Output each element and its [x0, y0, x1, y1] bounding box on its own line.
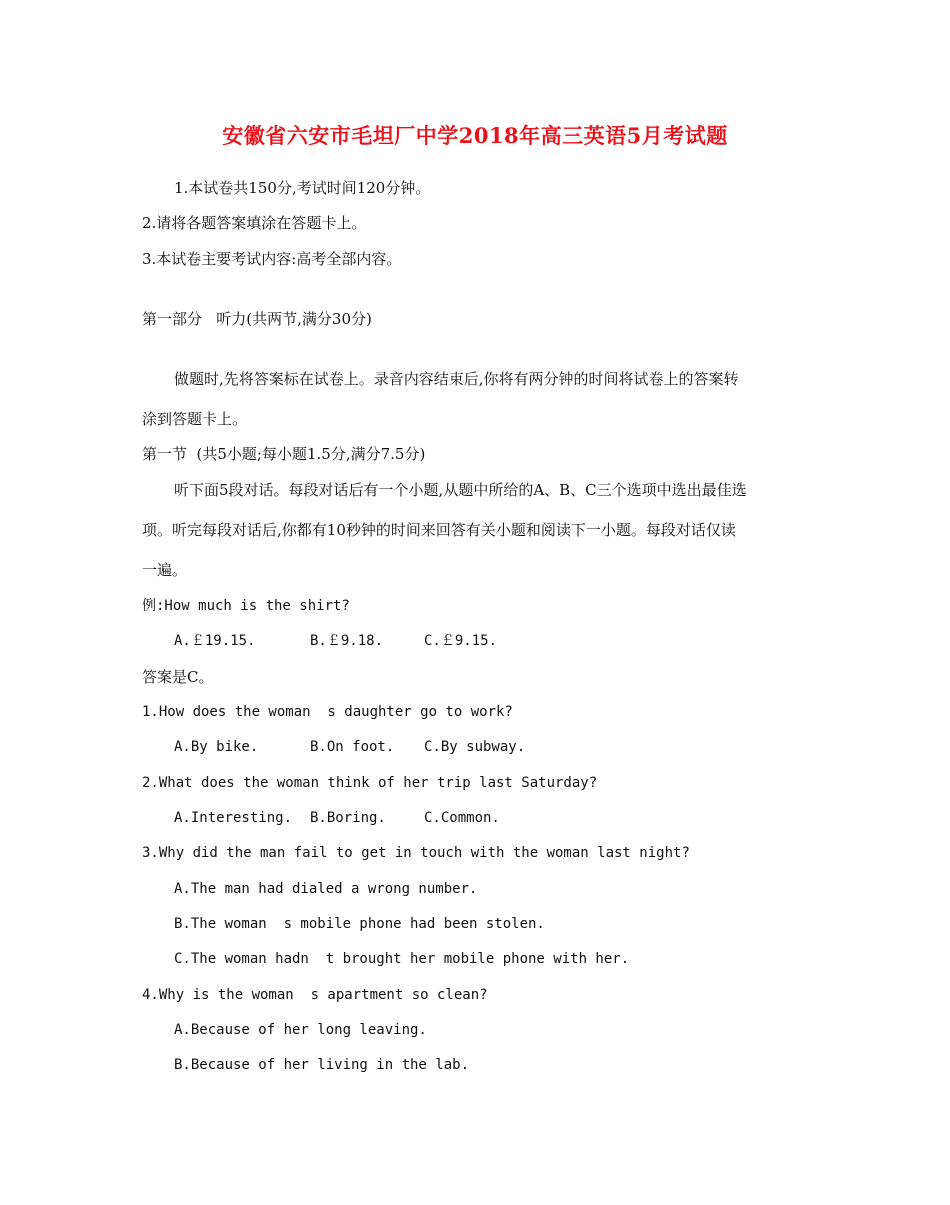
question-2-option-c: C.Common.	[424, 810, 500, 826]
question-3-option-c: C.The woman hadn t brought her mobile phone with her.	[174, 951, 630, 967]
question-4-option-a: A.Because of her long leaving.	[174, 1022, 427, 1038]
example-option-c: C.￡9.15.	[424, 633, 498, 649]
section-heading: 第一节 (共5小题;每小题1.5分,满分7.5分)	[142, 445, 426, 463]
note-1: 1.本试卷共150分,考试时间120分钟。	[174, 179, 431, 197]
question-4-option-b: B.Because of her living in the lab.	[174, 1057, 470, 1073]
question-1-option-b: B.On foot.	[310, 739, 395, 755]
question-2-stem: 2.What does the woman think of her trip last Saturday?	[142, 775, 598, 791]
section-instruction-line-3: 一遍。	[142, 561, 188, 579]
section-instruction-line-1: 听下面5段对话。每段对话后有一个小题,从题中所给的A、B、C三个选项中选出最佳选	[174, 481, 747, 499]
note-3: 3.本试卷主要考试内容:高考全部内容。	[142, 250, 402, 268]
question-1-stem: 1.How does the woman s daughter go to work?	[142, 704, 513, 720]
question-1-option-a: A.By bike.	[174, 739, 259, 755]
question-3-option-a: A.The man had dialed a wrong number.	[174, 881, 478, 897]
part-heading: 第一部分 听力(共两节,满分30分)	[142, 310, 372, 328]
question-2-option-a: A.Interesting.	[174, 810, 293, 826]
example-option-b: B.￡9.18.	[310, 633, 384, 649]
question-4-stem: 4.Why is the woman s apartment so clean?	[142, 987, 488, 1003]
part-instruction-line-2: 涂到答题卡上。	[142, 410, 248, 428]
example-answer: 答案是C。	[142, 668, 214, 686]
question-3-option-b: B.The woman s mobile phone had been stolen.	[174, 916, 545, 932]
question-1-option-c: C.By subway.	[424, 739, 526, 755]
page-title: 安徽省六安市毛坦厂中学2018年高三英语5月考试题	[222, 123, 728, 148]
question-3-stem: 3.Why did the man fail to get in touch with the woman last night?	[142, 845, 690, 861]
note-2: 2.请将各题答案填涂在答题卡上。	[142, 214, 367, 232]
part-instruction-line-1: 做题时,先将答案标在试卷上。录音内容结束后,你将有两分钟的时间将试卷上的答案转	[174, 370, 739, 388]
example-option-a: A.￡19.15.	[174, 633, 256, 649]
section-instruction-line-2: 项。听完每段对话后,你都有10秒钟的时间来回答有关小题和阅读下一小题。每段对话仅读	[142, 521, 736, 539]
question-2-option-b: B.Boring.	[310, 810, 386, 826]
example-question: 例:How much is the shirt?	[142, 598, 350, 614]
